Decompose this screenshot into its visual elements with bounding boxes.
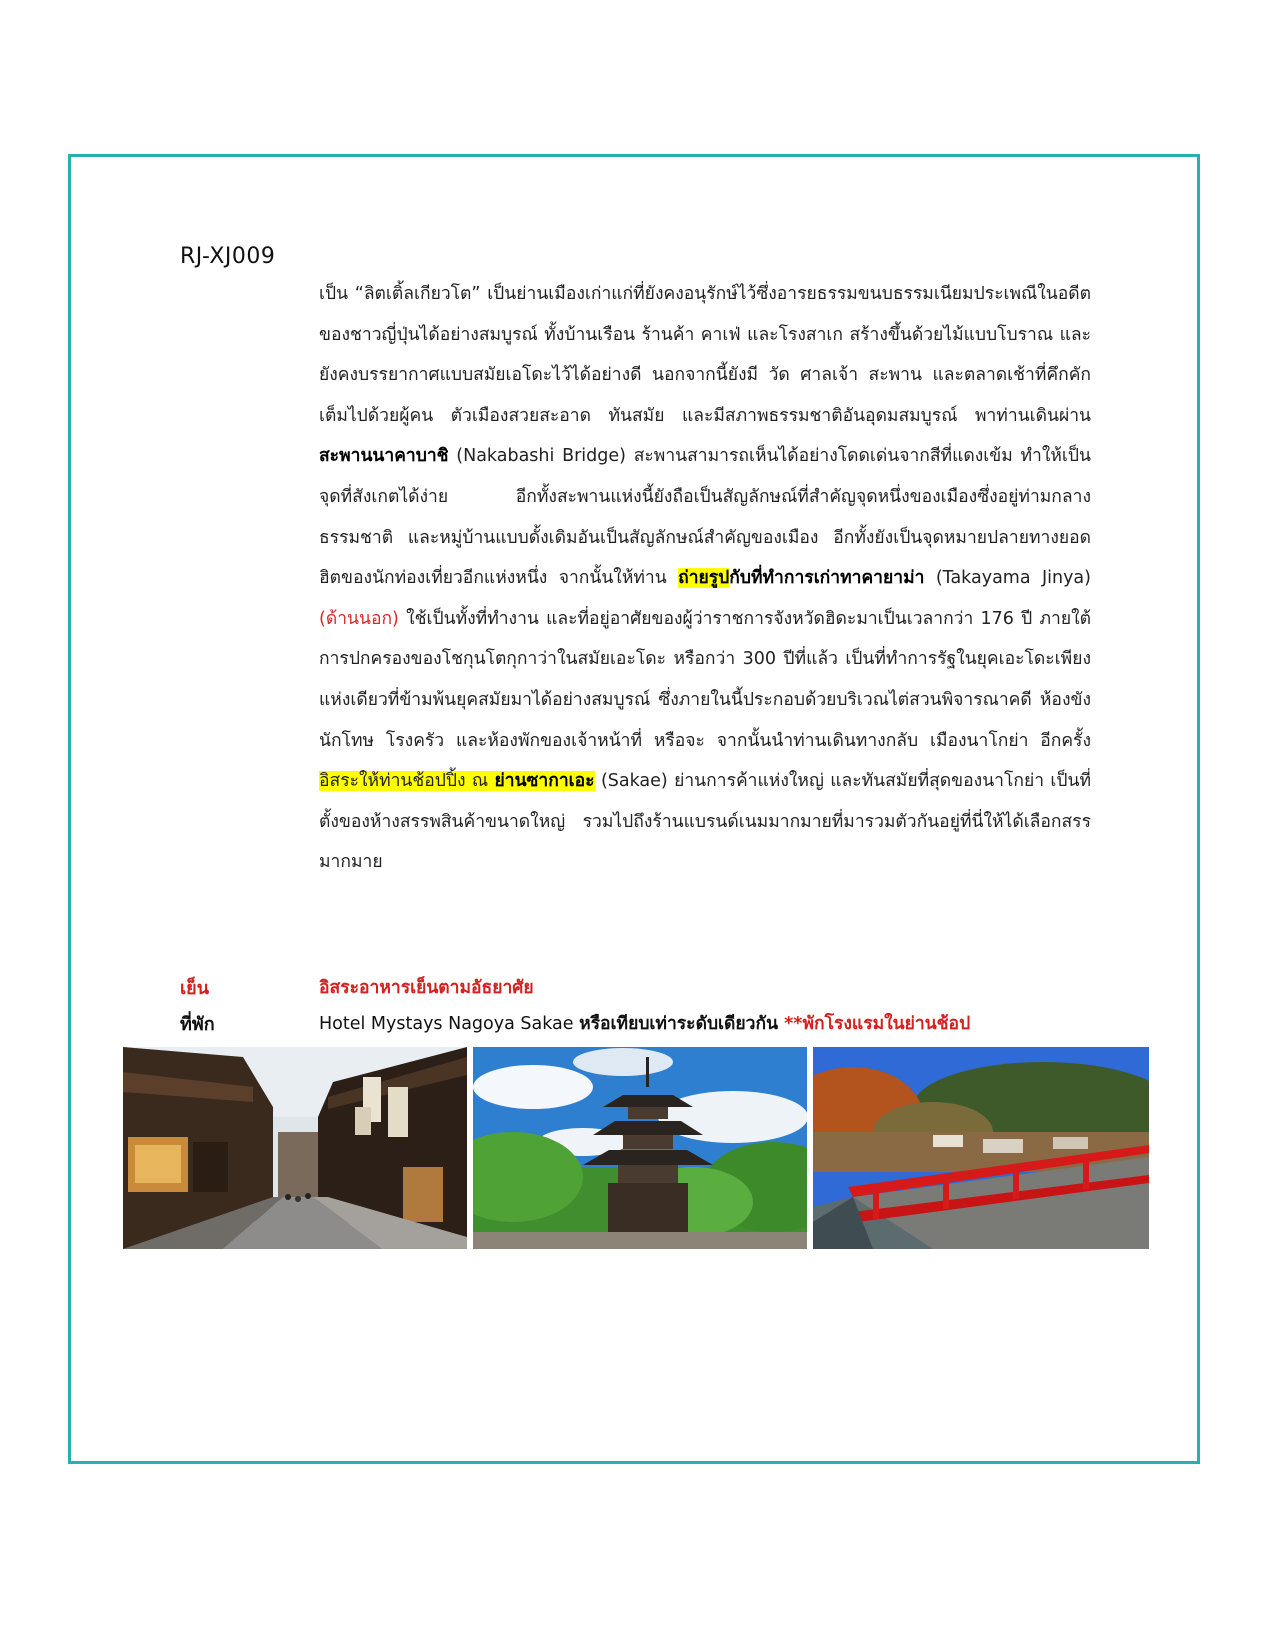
outside-note: (ด้านนอก) [319,608,399,629]
shopping-highlight: อิสระให้ท่านช้อปปิ้ง ณ [319,771,495,792]
dinner-value: อิสระอาหารเย็นตามอัธยาศัย [319,978,534,998]
old-town-street-image [123,1047,467,1249]
desc-part-2: สะพานสามารถเห็นได้อย่างโดดเด่นจากสีที่แดงเข้ม ทำให้เป็นจุดที่สังเกตได้ง่าย อีกทั้งสะพานแห่งนี้ยังถือเป็นสัญลักษณ์ที่สำคัญจุดหนึ่งของเมืองซึ่งอยู่ท่ามกลางธรรมชาติ และหมู่บ้านแบบดั้งเดิมอันเป็นสัญลักษณ์สำคัญของเมือง อีกทั้งยังเป็นจุดหมายปลายทางยอดฮิตของนักท่องเที่ยวอีกแห่งหนึ่ง จากนั้นให้ท่าน [319,446,1091,589]
photo-red-bridge [813,1047,1149,1249]
hotel-note: **พักโรงแรมในย่านช้อป [784,1014,971,1033]
jinya-english: (Takayama Jinya) [924,568,1091,589]
pagoda-image [473,1047,807,1249]
jinya-name: กับที่ทำการเก่าทาคายาม่า [729,568,925,589]
dinner-label: เย็น [180,978,210,999]
tour-code: RJ-XJ009 [180,244,276,269]
bridge-english: (Nakabashi Bridge) [448,446,634,467]
itinerary-description [319,274,1091,883]
photo-highlight: ถ่ายรูป [678,568,730,589]
bridge-name: สะพานนาคาบาชิ [319,446,449,467]
photo-old-town-street [123,1047,467,1249]
desc-part-1: เป็น “ลิตเติ้ลเกียวโต” เป็นย่านเมืองเก่าแก่ที่ยังคงอนุรักษ์ไว้ซึ่งอารยธรรมขนบธรรมเนียมประเพณีในอดีตของชาวญี่ปุ่นได้อย่างสมบูรณ์ ทั้งบ้านเรือน ร้านค้า คาเฟ่ และโรงสาเก สร้างขึ้นด้วยไม้แบบโบราณ และยังคงบรรยากาศแบบสมัยเอโดะไว้ได้อย่างดี นอกจากนี้ยังมี วัด ศาลเจ้า สะพาน และตลาดเช้าที่คึกคักเต็มไปด้วยผู้คน ตัวเมืองสวยสะอาด ทันสมัย และมีสภาพธรรมชาติอันอุดมสมบูรณ์ พาท่านเดินผ่าน [319,284,1091,426]
photo-pagoda [473,1047,807,1249]
hotel-name: Hotel Mystays Nagoya Sakae [319,1014,580,1033]
desc-part-4: (Sakae) ย่านการค้าแห่งใหญ่ และทันสมัยที่สุดของนาโกย่า เป็นที่ตั้งของห้างสรรพสินค้าขนาดใหญ่ รวมไปถึงร้านแบรนด์เนมมากมายที่มารวมตัวกันอยู่ที่นี่ให้ได้เลือกสรรมากมาย [319,771,1092,873]
hotel-equivalent: หรือเทียบเท่าระดับเดียวกัน [579,1014,785,1033]
hotel-value [319,1009,1091,1033]
desc-part-3: ใช้เป็นทั้งที่ทำงาน และที่อยู่อาศัยของผู้ว่าราชการจังหวัดฮิดะมาเป็นเวลากว่า 176 ปี ภายใต้การปกครองของโชกุนโตกุกาว่าในสมัยเอะโดะ หรือกว่า 300 ปีที่แล้ว เป็นที่ทำการรัฐในยุคเอะโดะเพียงแห่งเดียวที่ข้ามพ้นยุคสมัยมาได้อย่างสมบูรณ์ ซึ่งภายในนี้ประกอบด้วยบริเวณไต่สวนพิจารณาคดี ห้องขังนักโทษ โรงครัว และห้องพักของเจ้าหน้าที่ หรือจะ จากนั้นนำท่านเดินทางกลับ เมืองนาโกย่า อีกครั้ง [319,608,1091,751]
hotel-label: ที่พัก [180,1014,215,1035]
red-bridge-image [813,1047,1149,1249]
sakae-highlight: ย่านซากาเอะ [494,771,595,792]
